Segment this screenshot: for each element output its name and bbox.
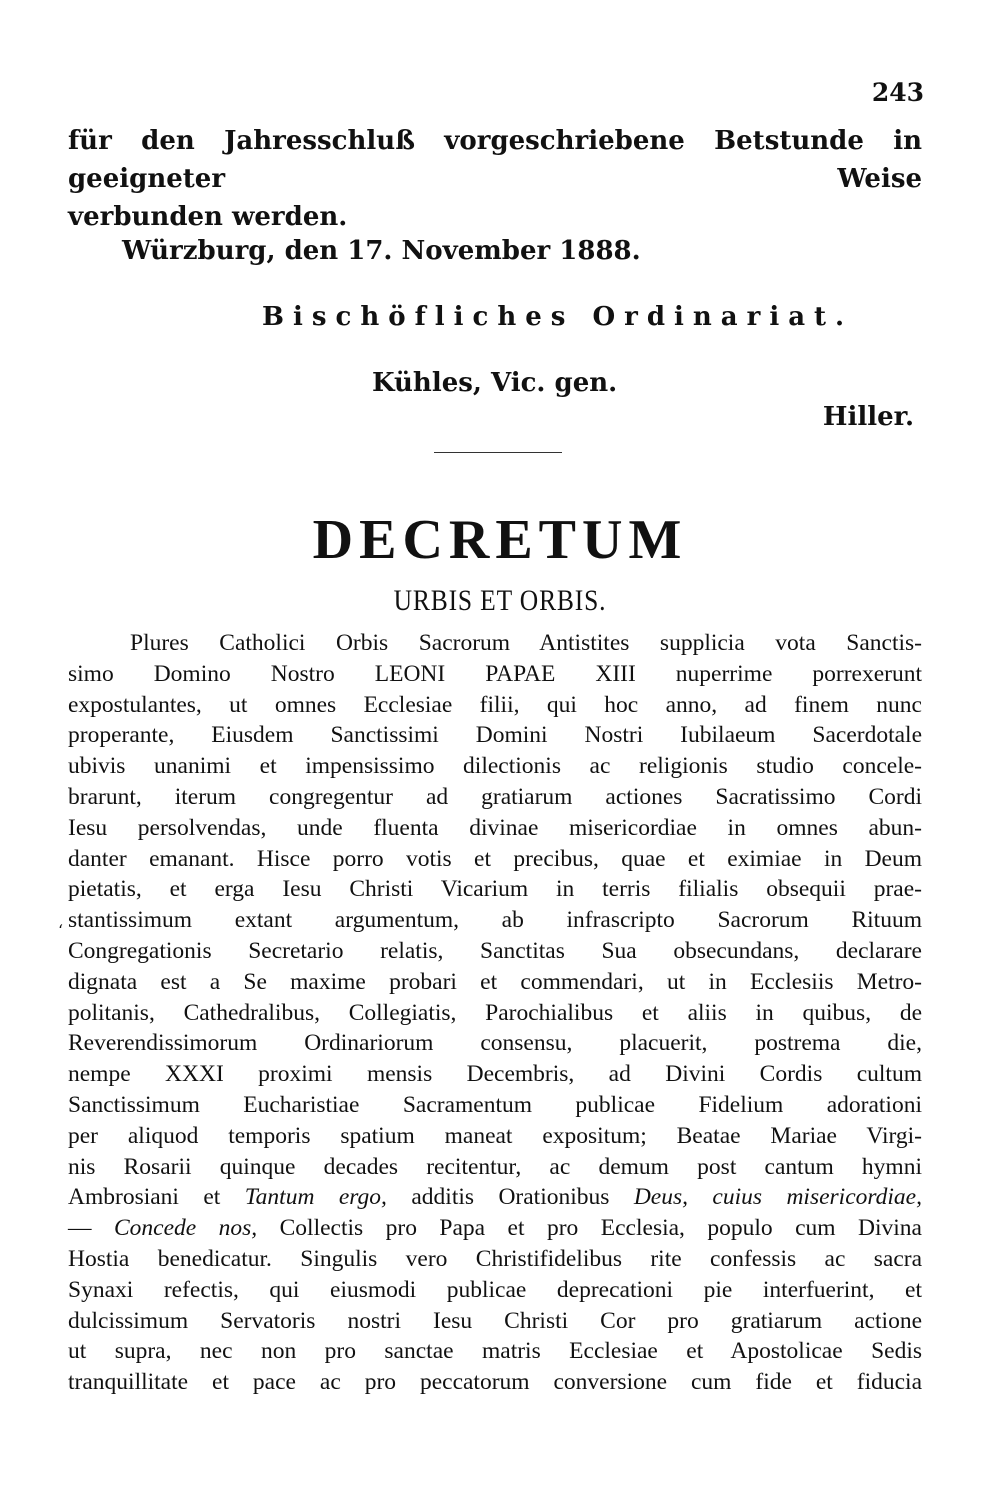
signatory-secretary: Hiller. — [822, 402, 914, 432]
body-line: Synaxi refectis, qui eiusmodi publicae deprecationi pie interfuerint, et — [68, 1276, 922, 1303]
body-line: danter emanant. Hisce porro votis et precibus, quae et eximiae in Deum — [68, 845, 922, 872]
decree-heading: DECRETUM — [312, 509, 688, 571]
body-line: per aliquod temporis spatium maneat expositum; Beatae Mariae Virgi- — [68, 1122, 922, 1149]
dateline: Würzburg, den 17. November 1888. — [122, 236, 641, 266]
closing-paragraph-line-2: verbunden werden. — [68, 202, 348, 232]
issuing-office: Bischöfliches Ordinariat. — [262, 302, 854, 332]
body-line: pietatis, et erga Iesu Christi Vicarium in terris filialis obsequii prae- — [68, 876, 922, 903]
signatory-vicar-general: Kühles, Vic. gen. — [372, 368, 618, 398]
body-line: simo Domino Nostro LEONI PAPAE XIII nuperrime porrexerunt — [68, 660, 922, 687]
italic-run: Tantum ergo, — [244, 1184, 387, 1211]
body-line: brarunt, iterum congregentur ad gratiarum actiones Sacratissimo Cordi — [68, 783, 922, 810]
decree-body — [68, 628, 922, 1398]
body-line-italic-mixed — [68, 1213, 922, 1244]
section-separator — [434, 452, 562, 453]
body-line: tranquillitate et pace ac pro peccatorum conversione cum fide et fiducia — [68, 1369, 922, 1396]
body-line: Congregationis Secretario relatis, Sanctitas Sua obsecundans, declarare — [68, 937, 922, 964]
body-line: Hostia benedicatur. Singulis vero Christifidelibus rite confessis ac sacra — [68, 1245, 922, 1272]
text-run: Ambrosiani et — [68, 1184, 245, 1211]
body-line: Sanctissimum Eucharistiae Sacramentum publicae Fidelium adorationi — [68, 1091, 922, 1118]
body-line: Reverendissimorum Ordinariorum consensu, placuerit, postrema die, — [68, 1030, 922, 1057]
body-line: stantissimum extant argumentum, ab infrascripto Sacrorum Rituum — [68, 907, 922, 934]
closing-paragraph — [68, 122, 922, 236]
body-line: Plures Catholici Orbis Sacrorum Antistites supplicia vota Sanctis- — [130, 630, 922, 656]
body-line: Iesu persolvendas, unde fluenta divinae misericordiae in omnes abun- — [68, 814, 922, 841]
text-run: Collectis pro Papa et pro Ecclesia, populo cum Divina — [257, 1215, 922, 1242]
body-line: politanis, Cathedralibus, Collegiatis, Parochialibus et aliis in quibus, de — [68, 999, 922, 1026]
text-run: additis Orationibus — [386, 1184, 634, 1211]
decree-subheading: URBIS ET ORBIS. — [393, 584, 607, 617]
page-number: 243 — [871, 78, 924, 107]
italic-run: Deus, cuius misericordiae, — [633, 1184, 922, 1211]
body-line: ut supra, nec non pro sanctae matris Ecclesiae et Apostolicae Sedis — [68, 1338, 922, 1365]
body-line: dignata est a Se maxime probari et commendari, ut in Ecclesiis Metro- — [68, 968, 922, 995]
body-line-italic-mixed — [68, 1182, 922, 1213]
body-line: expostulantes, ut omnes Ecclesiae filii, qui hoc anno, ad finem nunc — [68, 691, 922, 718]
body-line: dulcissimum Servatoris nostri Iesu Christi Cor pro gratiarum actione — [68, 1307, 922, 1334]
margin-mark: ‘ — [58, 921, 64, 940]
body-line: properante, Eiusdem Sanctissimi Domini Nostri Iubilaeum Sacerdotale — [68, 722, 922, 749]
italic-run: Concede nos, — [113, 1215, 258, 1242]
closing-paragraph-line-1: für den Jahresschluß vorgeschriebene Betstunde in geeigneter Weise — [68, 126, 922, 194]
body-line: ubivis unanimi et impensissimo dilectionis ac religionis studio concele- — [68, 753, 922, 780]
body-line: nis Rosarii quinque decades recitentur, ac demum post cantum hymni — [68, 1153, 922, 1180]
text-run: — — [68, 1215, 114, 1242]
body-line: nempe XXXI proximi mensis Decembris, ad Divini Cordis cultum — [68, 1061, 922, 1088]
